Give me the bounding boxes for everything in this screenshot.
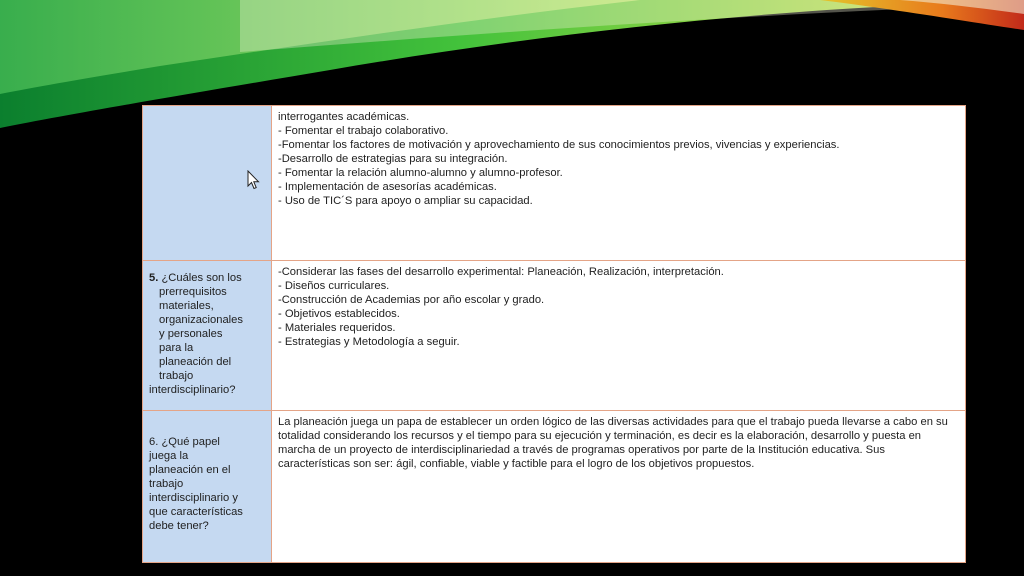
answer-line: - Diseños curriculares.	[278, 280, 390, 292]
answer-cell	[272, 411, 966, 563]
question-line: 5. ¿Cuáles son los	[149, 272, 242, 284]
content-table	[142, 105, 966, 563]
question-line: que características	[149, 506, 243, 518]
question-line: debe tener?	[149, 520, 209, 532]
mouse-pointer-icon	[247, 170, 261, 190]
answer-cell	[272, 106, 966, 261]
answer-line: -Fomentar los factores de motivación y aprovechamiento de sus conocimientos previos, vivencias y experiencias.	[278, 139, 840, 151]
answer-line: - Implementación de asesorías académicas.	[278, 181, 497, 193]
question-line: para la	[159, 342, 194, 354]
answer-line: - Estrategias y Metodología a seguir.	[278, 336, 460, 348]
answer-line: interrogantes académicas.	[278, 111, 410, 123]
table-row	[143, 261, 966, 411]
question-line: juega la	[149, 450, 189, 462]
answer-line: - Uso de TIC´S para apoyo o ampliar su capacidad.	[278, 195, 533, 207]
question-line: trabajo	[159, 370, 194, 382]
question-line: planeación en el	[149, 464, 231, 476]
question-line: interdisciplinario?	[149, 384, 236, 396]
answer-line: -Considerar las fases del desarrollo experimental: Planeación, Realización, interpretación.	[278, 266, 724, 278]
question-cell-6	[143, 411, 272, 563]
answer-line: - Fomentar el trabajo colaborativo.	[278, 125, 449, 137]
answer-line: -Construcción de Academias por año escolar y grado.	[278, 294, 545, 306]
answer-line: -Desarrollo de estrategias para su integración.	[278, 153, 508, 165]
question-line: planeación del	[159, 356, 232, 368]
question-line: organizacionales	[159, 314, 243, 326]
question-number: 5.	[149, 272, 159, 284]
answer-cell	[272, 261, 966, 411]
question-line: materiales,	[159, 300, 214, 312]
table-row	[143, 411, 966, 563]
question-line: prerrequisitos	[159, 286, 227, 298]
question-cell-5	[143, 261, 272, 411]
answer-line: - Fomentar la relación alumno-alumno y alumno-profesor.	[278, 167, 563, 179]
answer-line: - Materiales requeridos.	[278, 322, 396, 334]
question-line: trabajo	[149, 478, 184, 490]
question-line: 6. ¿Qué papel	[149, 436, 220, 448]
question-line: y personales	[159, 328, 223, 340]
table-row	[143, 106, 966, 261]
answer-line: - Objetivos establecidos.	[278, 308, 400, 320]
answer-paragraph: La planeación juega un papa de establecer un orden lógico de las diversas actividades para que el trabajo pueda llevarse a cabo en su totalidad considerando los recursos y el tiempo para su ejecución y terminación, es decir es la elaboración, desarrollo y puesta en marcha de un proyecto de interdisciplinariedad a través de programas operativos por parte de la Institución educativa. Sus características son ser: ágil, confiable, viable y factible para el logro de los objetivos propuestos.	[278, 416, 948, 470]
question-line: interdisciplinario y	[149, 492, 238, 504]
